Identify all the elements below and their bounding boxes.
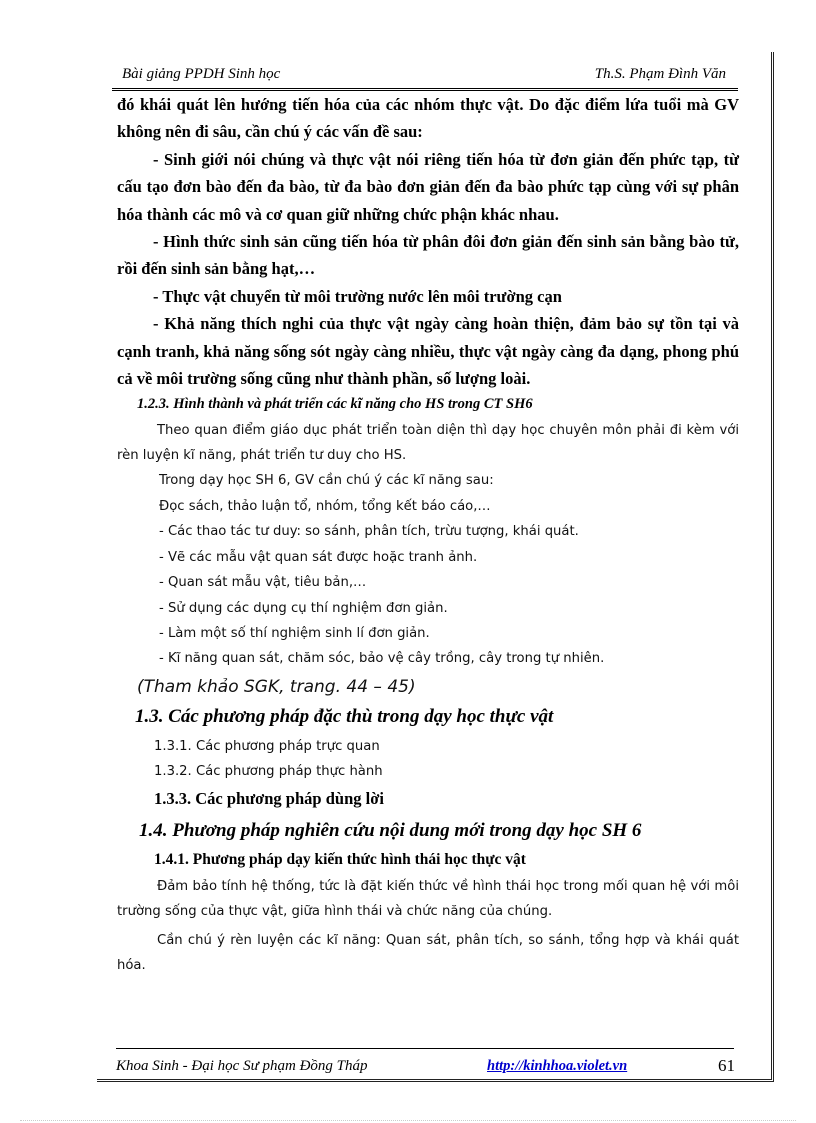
skill-line: - Các thao tác tư duy: so sánh, phân tích, trừu tượng, khái quát. bbox=[159, 524, 579, 540]
section-1-3-heading: 1.3. Các phương pháp đặc thù trong dạy học thực vật bbox=[135, 705, 554, 727]
paragraph-6: Theo quan điểm giáo dục phát triển toàn diện thì dạy học chuyên môn phải đi kèm với rèn luyện kĩ năng, phát triển tư duy cho HS. bbox=[117, 423, 739, 464]
subsection-1-4-1: 1.4.1. Phương pháp dạy kiến thức hình thái học thực vật bbox=[154, 850, 526, 868]
footer-website-link[interactable]: http://kinhhoa.violet.vn bbox=[487, 1058, 628, 1074]
paragraph-1: đó khái quát lên hướng tiến hóa của các nhóm thực vật. Do đặc điểm lứa tuổi mà GV không nên đi sâu, cần chú ý các vấn đề sau: bbox=[117, 95, 739, 142]
paragraph-7: Đảm bảo tính hệ thống, tức là đặt kiến thức về hình thái học trong mối quan hệ với môi trường sống của thực vật, giữa hình thái và chức năng của chúng. bbox=[117, 878, 739, 919]
header-author: Th.S. Phạm Đình Văn bbox=[594, 66, 726, 82]
footer-institution: Khoa Sinh - Đại học Sư phạm Đồng Tháp bbox=[116, 1058, 368, 1074]
reference-note: (Tham khảo SGK, trang. 44 – 45) bbox=[137, 676, 416, 697]
skill-line: - Quan sát mẫu vật, tiêu bản,… bbox=[159, 575, 367, 591]
subsection-1-3-2: 1.3.2. Các phương pháp thực hành bbox=[154, 764, 383, 780]
skill-line: Trong dạy học SH 6, GV cần chú ý các kĩ năng sau: bbox=[159, 473, 494, 489]
skills-list bbox=[117, 468, 739, 671]
page-header bbox=[112, 64, 738, 91]
subsection-1-3-1: 1.3.1. Các phương pháp trực quan bbox=[154, 738, 380, 754]
skill-line: - Kĩ năng quan sát, chăm sóc, bảo vệ cây trồng, cây trong tự nhiên. bbox=[159, 651, 605, 667]
skill-line: - Làm một số thí nghiệm sinh lí đơn giản. bbox=[159, 625, 430, 641]
footer-divider bbox=[116, 1048, 734, 1049]
subsection-1-3-3: 1.3.3. Các phương pháp dùng lời bbox=[154, 788, 384, 808]
header-course-title: Bài giảng PPDH Sinh học bbox=[122, 66, 281, 82]
section-1-4-heading: 1.4. Phương pháp nghiên cứu nội dung mới trong dạy học SH 6 bbox=[139, 819, 642, 841]
paragraph-2: - Sinh giới nói chúng và thực vật nói riêng tiến hóa từ đơn giản đến phức tạp, từ cấu tạo đơn bào đến đa bào, từ đa bào đơn giản đến đa bào phức tạp cùng với sự phân hóa thành các mô và cơ quan giữ những chức phận khác nhau. bbox=[117, 149, 739, 224]
page-number: 61 bbox=[718, 1056, 735, 1075]
page-bottom-edge bbox=[20, 1120, 796, 1121]
page-content bbox=[117, 91, 739, 978]
skill-line: - Sử dụng các dụng cụ thí nghiệm đơn giản. bbox=[159, 600, 448, 616]
paragraph-8: Cần chú ý rèn luyện các kĩ năng: Quan sát, phân tích, so sánh, tổng hợp và khái quát hóa. bbox=[117, 932, 739, 973]
skill-line: Đọc sách, thảo luận tổ, nhóm, tổng kết báo cáo,… bbox=[159, 498, 491, 514]
paragraph-5: - Khả năng thích nghi của thực vật ngày càng hoàn thiện, đảm bảo sự tồn tại và cạnh tranh, khả năng sống sót ngày càng nhiều, thực vật ngày càng đa dạng, phong phú cả về môi trường sống cũng như thành phần, số lượng loài. bbox=[117, 314, 739, 389]
section-1-2-3-heading: 1.2.3. Hình thành và phát triển các kĩ năng cho HS trong CT SH6 bbox=[137, 396, 533, 413]
skill-line: - Vẽ các mẫu vật quan sát được hoặc tranh ảnh. bbox=[159, 549, 478, 565]
paragraph-4: - Thực vật chuyển từ môi trường nước lên môi trường cạn bbox=[153, 286, 562, 306]
paragraph-3: - Hình thức sinh sản cũng tiến hóa từ phân đôi đơn giản đến sinh sản bằng bào tử, rồi đến sinh sản bằng hạt,… bbox=[117, 232, 739, 279]
